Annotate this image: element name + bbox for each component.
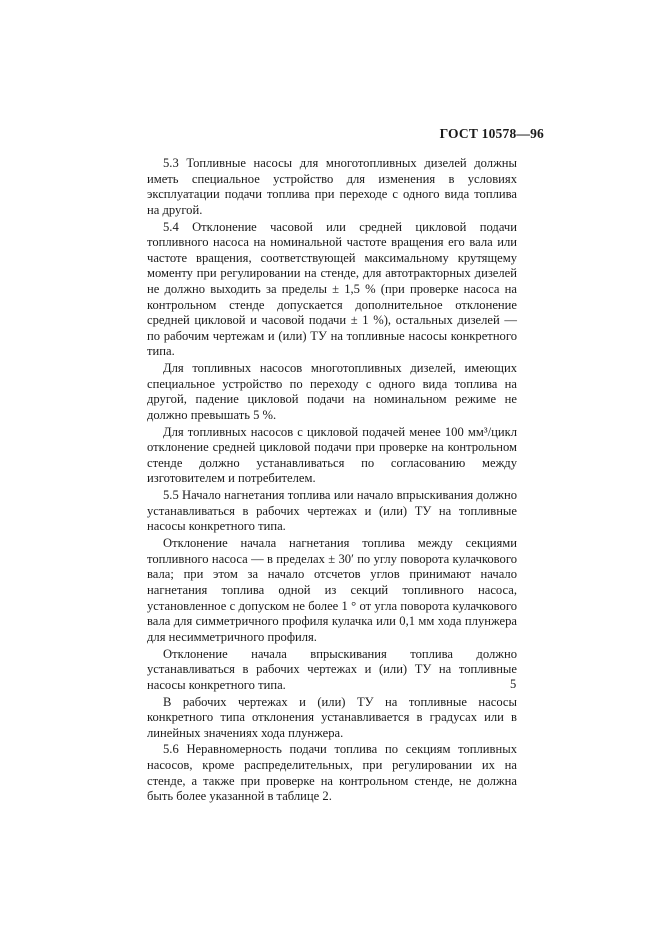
paragraph-drawings: В рабочих чертежах и (или) ТУ на топливные насосы конкретного типа отклонения устанавливается в градусах или в линейных значениях хода плунжера. bbox=[147, 694, 517, 740]
paragraph-injection-start-deviation: Отклонение начала нагнетания топлива между секциями топливного насоса — в пределах ± 30′ по углу поворота кулачкового вала; при этом за начало отсчетов углов принимают начало нагнетания топлива одной из секций топливного насоса, установленное с допуском не более 1 ° от угла поворота кулачкового вала для симметричного профиля кулачка или 0,1 мм хода плунжера для несимметричного профиля. bbox=[147, 536, 517, 644]
document-header: ГОСТ 10578—96 bbox=[439, 126, 544, 141]
paragraph-spray-deviation: Отклонение начала впрыскивания топлива должно устанавливаться в рабочих чертежах и (или) ТУ на топливные насосы конкретного типа. bbox=[147, 646, 517, 692]
document-body bbox=[147, 156, 517, 806]
paragraph-5-5: 5.5 Начало нагнетания топлива или начало впрыскивания должно устанавливаться в рабочих чертежах и (или) ТУ на топливные насосы конкретного типа. bbox=[147, 488, 517, 534]
paragraph-5-4: 5.4 Отклонение часовой или средней цикловой подачи топливного насоса на номинальной частоте вращения его вала или частоте вращения, соответствующей максимальному крутящему моменту при регулировании на стенде, для автотракторных дизелей не должно выходить за пределы ± 1,5 % (при проверке насоса на контрольном стенде допускается дополнительное отклонение средней цикловой и часовой подачи ± 1 %), остальных дизелей — по рабочим чертежам и (или) ТУ на топливные насосы конкретного типа. bbox=[147, 219, 517, 359]
page-number: 5 bbox=[510, 677, 517, 691]
paragraph-5-3: 5.3 Топливные насосы для многотопливных дизелей должны иметь специальное устройство для изменения в условиях эксплуатации подачи топлива при переходе с одного вида топлива на другой. bbox=[147, 156, 517, 217]
paragraph-multifuel: Для топливных насосов многотопливных дизелей, имеющих специальное устройство по переходу с одного вида топлива на другой, падение цикловой подачи на номинальном режиме не должно превышать 5 %. bbox=[147, 361, 517, 422]
paragraph-small-feed: Для топливных насосов с цикловой подачей менее 100 мм³/цикл отклонение средней цикловой подачи при проверке на контрольном стенде должно устанавливаться по согласованию между изготовителем и потребителем. bbox=[147, 424, 517, 486]
paragraph-5-6: 5.6 Неравномерность подачи топлива по секциям топливных насосов, кроме распределительных, при регулировании их на стенде, а также при проверке на контрольном стенде, не должна быть более указанной в таблице 2. bbox=[147, 742, 517, 804]
